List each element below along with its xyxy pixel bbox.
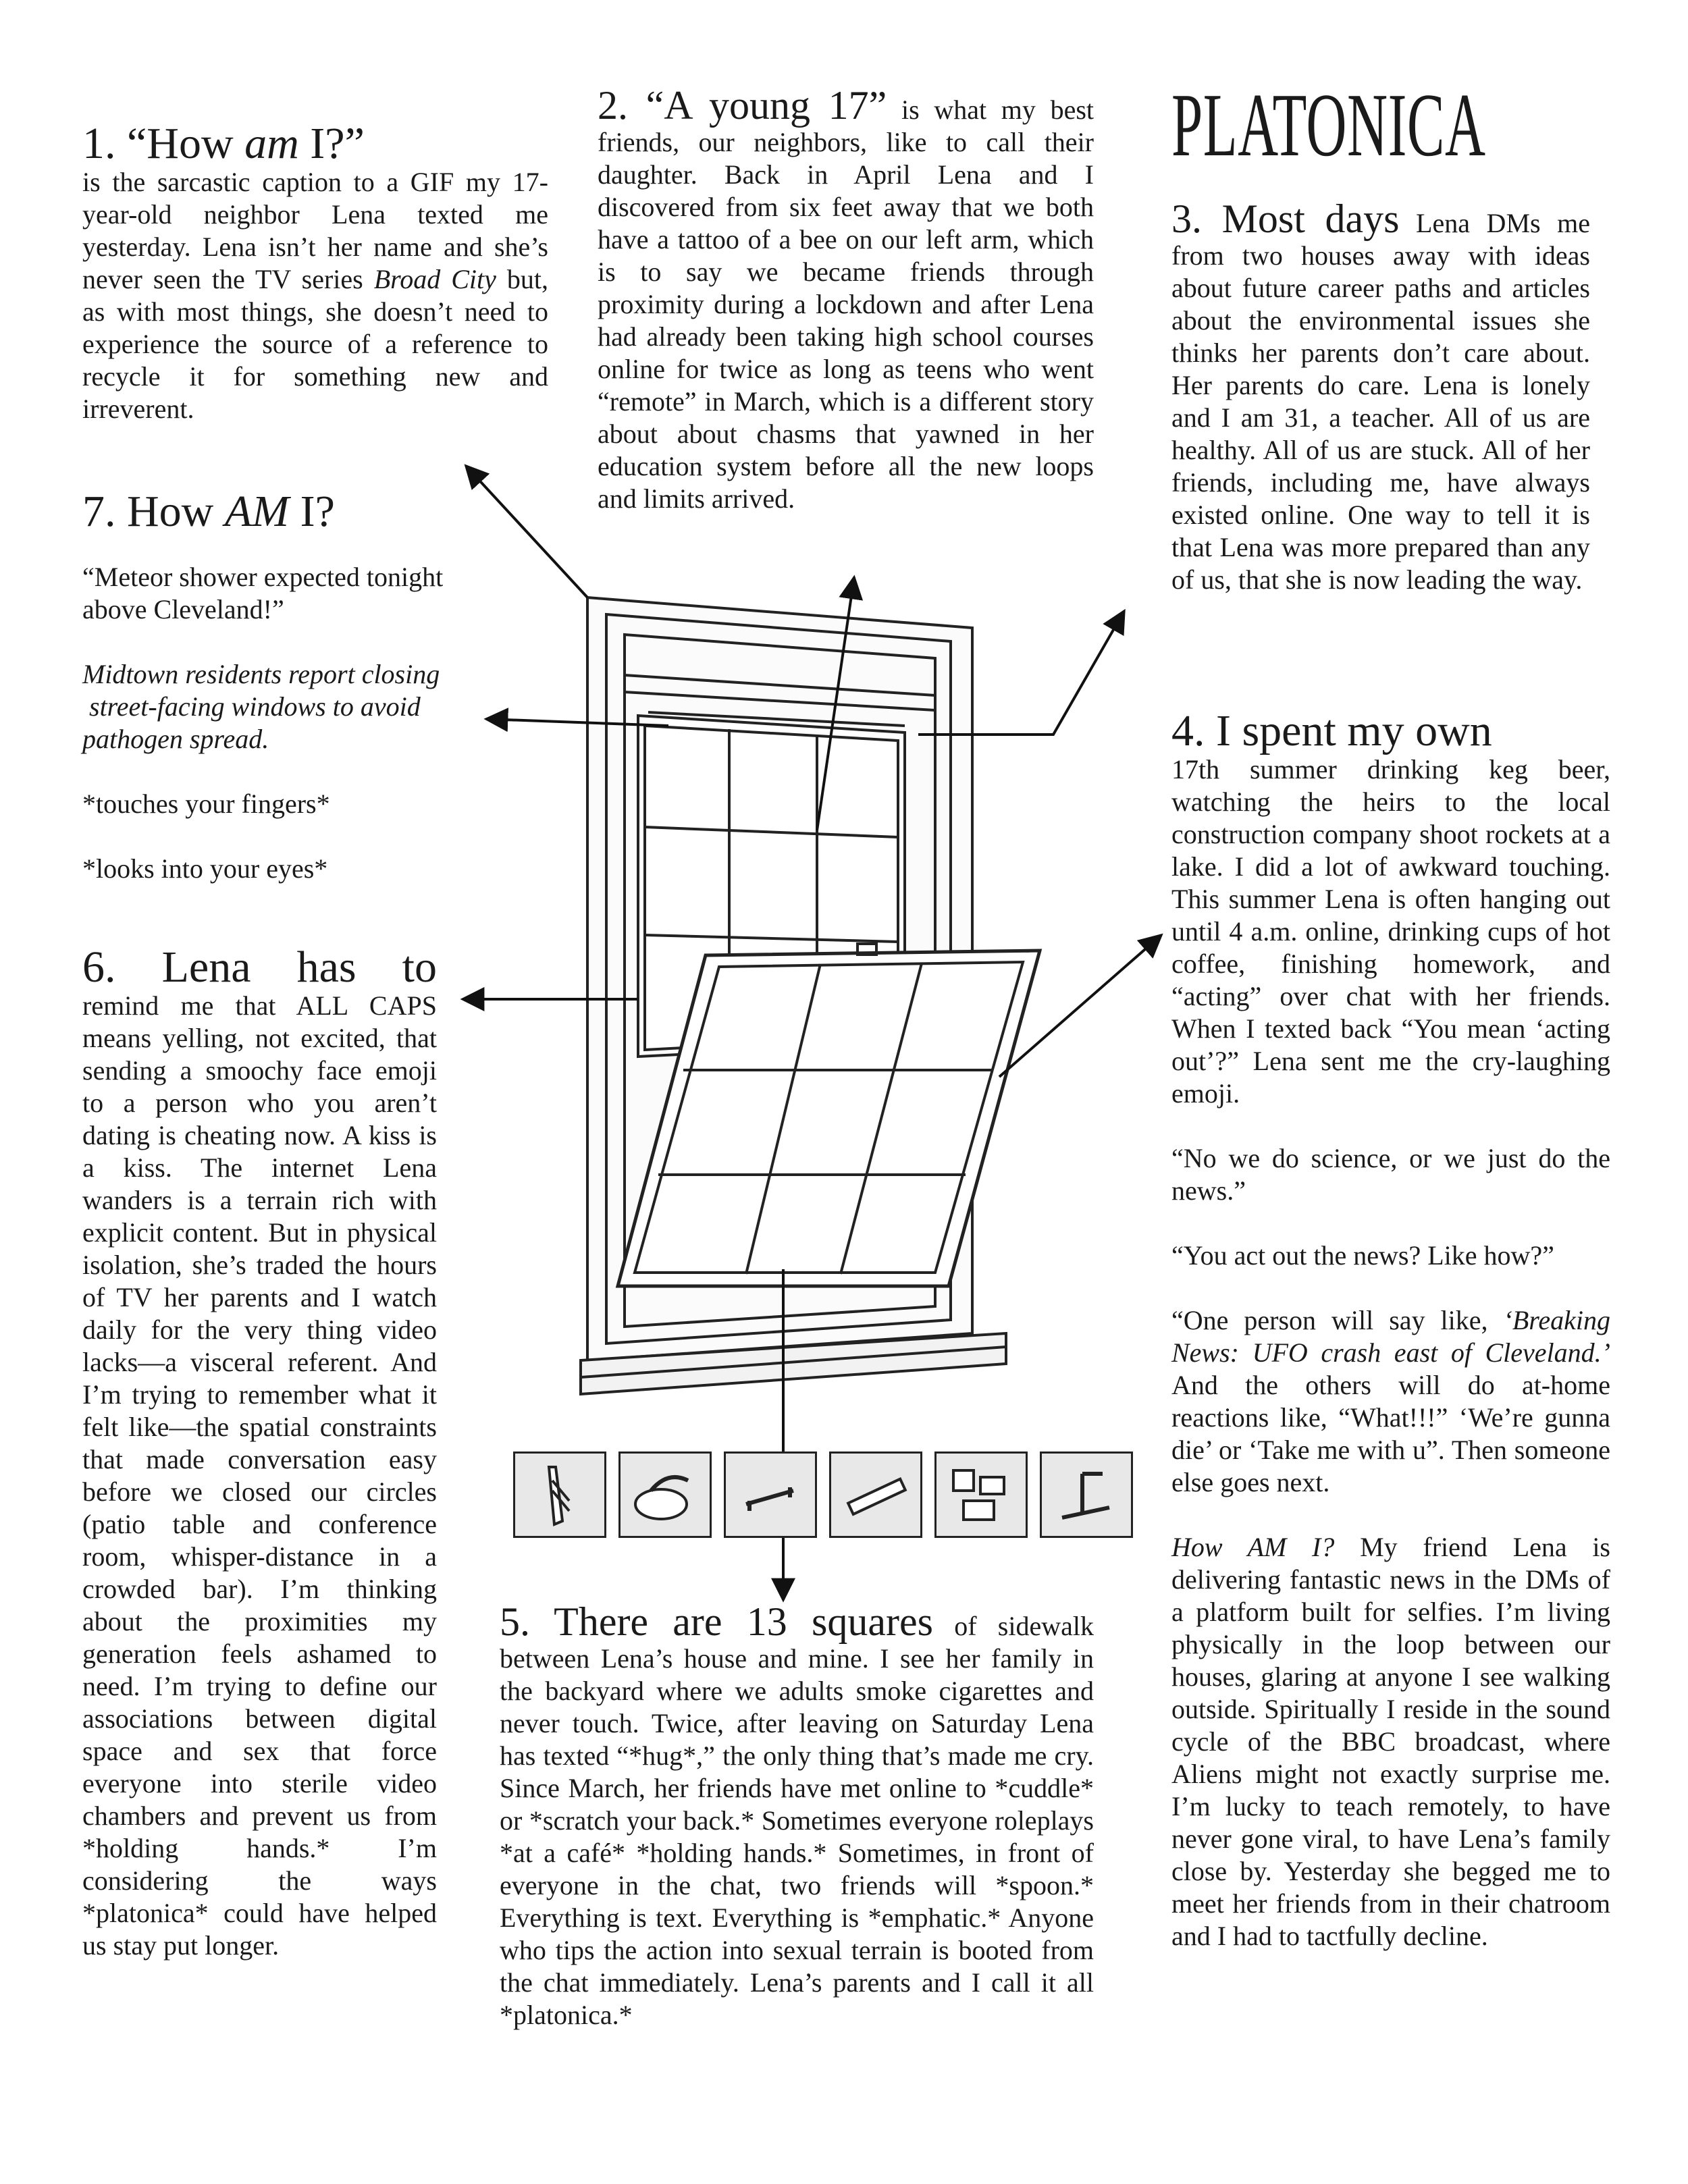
section-1-italic: Broad City [373, 264, 496, 294]
section-7-italic-line-3: pathogen spread. [82, 724, 269, 754]
balance-bracket-icon [1040, 1451, 1133, 1538]
section-4-p5-text: My friend Lena is delivering fantastic news in the DMs of a platform built for selfies. I’m living physically in the loop between our houses, glaring at anyone I see walking outside. Spiritually I reside in the sound cycle of the BBC broadcast, where Aliens might not exactly surprise me. I’m lucky to teach remotely, to have never gone viral, to have Lena’s family close by. Yesterday she begged me to meet her friends from in their chatroom and I had to tactfully decline. [1171, 1532, 1611, 1951]
section-4-p4-a: “One person will say like, [1171, 1305, 1504, 1335]
section-7-italic-line-1: Midtown residents report closing [82, 659, 440, 689]
section-1-emph: am [244, 119, 299, 168]
section-4-p5-italic: How AM I? [1171, 1532, 1335, 1562]
section-4-p2: “No we do science, or we just do the news.” [1171, 1143, 1610, 1206]
section-4-p4-b: And the others will do at-home reactions like, “What!!!” ‘We’re gunna die’ or ‘Take me with u”. Then someone else goes next. [1171, 1370, 1610, 1497]
section-3-text: Lena DMs me from two houses away with ideas about future career paths and articles about the environmental issues she thinks her parents don’t care about. Her parents do care. Lena is lonely and I am 31, a teacher. All of us are healthy. All of us are stuck. All of her friends, including me, have always existed online. One way to tell it is that Lena was more prepared than any of us, that she is now leading the way. [1171, 208, 1590, 595]
sash-chain-icon [513, 1451, 606, 1538]
section-4-heading: 4. I spent my own [1171, 706, 1492, 755]
section-4-p1: 17th summer drinking keg beer, watching the heirs to the local construction company shoot rockets at a lake. I did a lot of awkward touching. This summer Lena is often hanging out until 4 a.m. online, drinking cups of hot coffee, finishing homework, and “acting” over chat with her friends. When I texted back “You mean ‘acting out’?” Lena sent me the cry-laughing emoji. [1171, 754, 1610, 1109]
section-7-italic-line-2: street-facing windows to avoid [82, 691, 421, 722]
section-2-text: is what my best friends, our neighbors, like to call their daughter. Back in April Lena and I discovered from six feet away that we both have a tattoo of a bee on our left arm, which is to say we became friends through proximity during a lockdown and after Lena had already been taking high school courses online for twice as long as teens who went “remote” in March, which is a different story about about chasms that yawned in her education system before all the new loops and limits arrived. [598, 95, 1094, 514]
page-title: PLATONICA [1171, 75, 1486, 175]
sash-lock-icon [618, 1451, 712, 1538]
window-frame [581, 597, 1040, 1394]
section-6-heading: 6. Lena has to [82, 942, 437, 992]
section-6-body: remind me that ALL CAPS means yelling, not excited, that sending a smoochy face emoji to a person who you aren’t dating is cheating now. A kiss is a kiss. The internet Lena wanders is a terrain rich with explicit content. But in physical isolation, she’s traded the hours of TV her parents and I watch daily for the very thing video lacks—a visceral referent. And I’m trying to remember what it felt like—the spatial constraints that made conversation easy before we closed our circles (patio table and conference room, whisper-distance in a crowded bar). I’m thinking about the proximities my generation feels ashamed to need. I’m trying to define our associations between digital space and sex that force everyone into sterile video chambers and prevent us from *holding hands.* I’m considering the ways *platonica* could have helped us stay put longer. [82, 990, 437, 1961]
section-1-heading-end: I?” [298, 119, 365, 168]
section-5-lead: 5. There are 13 squares [500, 1599, 933, 1644]
section-7-head-emph: AM [224, 487, 290, 536]
section-1-text-b: but, as with most things, she doesn’t need to experience the source of a reference to recycle it for something new and irreverent. [82, 264, 548, 424]
latch-plate-icon [829, 1451, 922, 1538]
section-4-p3: “You act out the news? Like how?” [1171, 1240, 1554, 1271]
section-7-quote: “Meteor shower expected tonight above Cleveland!” [82, 562, 444, 624]
section-7-action-2: *looks into your eyes* [82, 853, 328, 884]
section-1-number: 1. “How [82, 119, 245, 168]
section-2-lead: 2. “A young 17” [598, 83, 887, 128]
section-7-head-a: 7. How [82, 487, 225, 536]
section-4-p4-italic: ‘Breaking News: UFO crash east of Cleveland.’ [1171, 1305, 1610, 1368]
section-1-text-a: is the sarcastic caption to a GIF my 17-year-old neighbor Lena texted me yesterday. Lena isn’t her name and she’s never seen the TV series [82, 167, 548, 294]
section-7-head-b: I? [289, 487, 335, 536]
section-7-action-1: *touches your fingers* [82, 789, 330, 819]
section-5-text: of sidewalk between Lena’s house and mine. I see her family in the backyard where we adults smoke cigarettes and never touch. Twice, after leaving on Saturday Lena has texted “*hug*,” the only thing that’s made me cry. Since March, her friends have met online to *cuddle* or *scratch your back.* Sometimes everyone roleplays *at a café* *holding hands.* Sometimes, in front of everyone in the chat, two friends will *spoon.* Everything is text. Everything is *emphatic.* Anyone who tips the action into sexual terrain is booted from the chat immediately. Lena’s parents and I call it all *platonica.* [500, 1611, 1094, 2030]
pulley-parts-icon [934, 1451, 1028, 1538]
section-3-lead: 3. Most days [1171, 196, 1400, 241]
sash-lift-icon [724, 1451, 817, 1538]
